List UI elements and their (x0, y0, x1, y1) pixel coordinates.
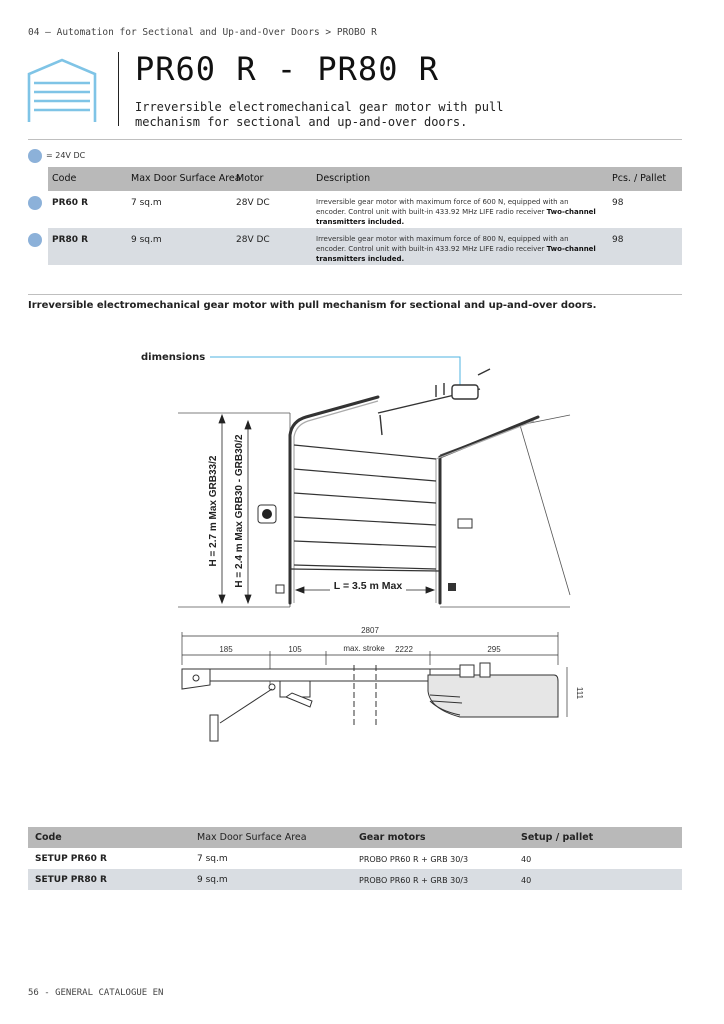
row-gear-motors: PROBO PR60 R + GRB 30/3 (359, 855, 469, 864)
setup-table (28, 827, 682, 890)
table-row (28, 869, 682, 890)
breadcrumb: 04 — Automation for Sectional and Up-and-Over Doors > PROBO R (28, 27, 377, 38)
table-header (48, 167, 682, 191)
col-description: Description (316, 173, 371, 184)
row-description: Irreversible gear motor with maximum force of 600 N, equipped with an encoder. Control unit with built-in 433.92 MHz LIFE radio receiver Two-channel transmitters included. (316, 198, 596, 226)
row-description: Irreversible gear motor with maximum force of 800 N, equipped with an encoder. Control unit with built-in 433.92 MHz LIFE radio receiver Two-channel transmitters included. (316, 235, 596, 263)
garage-door-icon (27, 58, 97, 124)
row-setup: 40 (521, 855, 532, 864)
row-area: 7 sq.m (197, 854, 228, 864)
row-pallet: 98 (612, 235, 624, 245)
products-table (48, 167, 682, 265)
row-code: PR60 R (52, 198, 89, 208)
row-motor: 28V DC (236, 198, 270, 208)
table-row (48, 228, 682, 265)
row-area: 9 sq.m (197, 875, 228, 885)
row-code: SETUP PR60 R (35, 854, 107, 864)
col-setup: Setup / pallet (521, 832, 594, 843)
col-area: Max Door Surface Area (131, 173, 241, 184)
table-row (28, 848, 682, 869)
page-footer: 56 - GENERAL CATALOGUE EN (28, 988, 164, 998)
width-label: L = 3.5 m Max (333, 580, 403, 592)
row-pallet: 98 (612, 198, 624, 208)
section-title: Irreversible electromechanical gear motor with pull mechanism for sectional and up-and-over doors. (28, 300, 597, 311)
dim-total-length: 2807 (361, 626, 379, 635)
section-rule (28, 294, 682, 295)
dim-295: 295 (487, 645, 501, 654)
row-gear-motors: PROBO PR60 R + GRB 30/3 (359, 876, 469, 885)
height-label-1: H = 2.7 m Max GRB33/2 (208, 455, 219, 567)
row-motor: 28V DC (236, 235, 270, 245)
row-code: PR80 R (52, 235, 89, 245)
dimensions-label: dimensions (141, 352, 206, 363)
page-title: PR60 R - PR80 R (135, 50, 439, 88)
table-row (48, 191, 682, 228)
table-header (28, 827, 682, 848)
dim-2222: 2222 (395, 645, 413, 654)
row-voltage-dot-icon (28, 233, 42, 247)
col-pallet: Pcs. / Pallet (612, 173, 667, 184)
col-motor: Motor (236, 173, 264, 184)
dim-111: 111 (575, 686, 584, 700)
row-area: 9 sq.m (131, 235, 162, 245)
row-code: SETUP PR80 R (35, 875, 107, 885)
height-label-2: H = 2.4 m Max GRB30 - GRB30/2 (234, 434, 245, 588)
col-gear-motors: Gear motors (359, 832, 426, 843)
voltage-dot-icon (28, 149, 42, 163)
col-code: Code (35, 832, 62, 843)
row-setup: 40 (521, 876, 532, 885)
page-subtitle: Irreversible electromechanical gear motor with pull mechanism for sectional and up-and-over doors. (135, 100, 504, 129)
col-code: Code (52, 173, 77, 184)
col-area: Max Door Surface Area (197, 832, 307, 843)
dim-105: 105 (288, 645, 302, 654)
row-voltage-dot-icon (28, 196, 42, 210)
header-rule (28, 139, 682, 140)
header-divider (118, 52, 119, 126)
dim-stroke-label: max. stroke (343, 644, 385, 653)
installation-diagram (130, 345, 590, 745)
legend-text: = 24V DC (46, 151, 86, 160)
row-area: 7 sq.m (131, 198, 162, 208)
dim-185: 185 (219, 645, 233, 654)
